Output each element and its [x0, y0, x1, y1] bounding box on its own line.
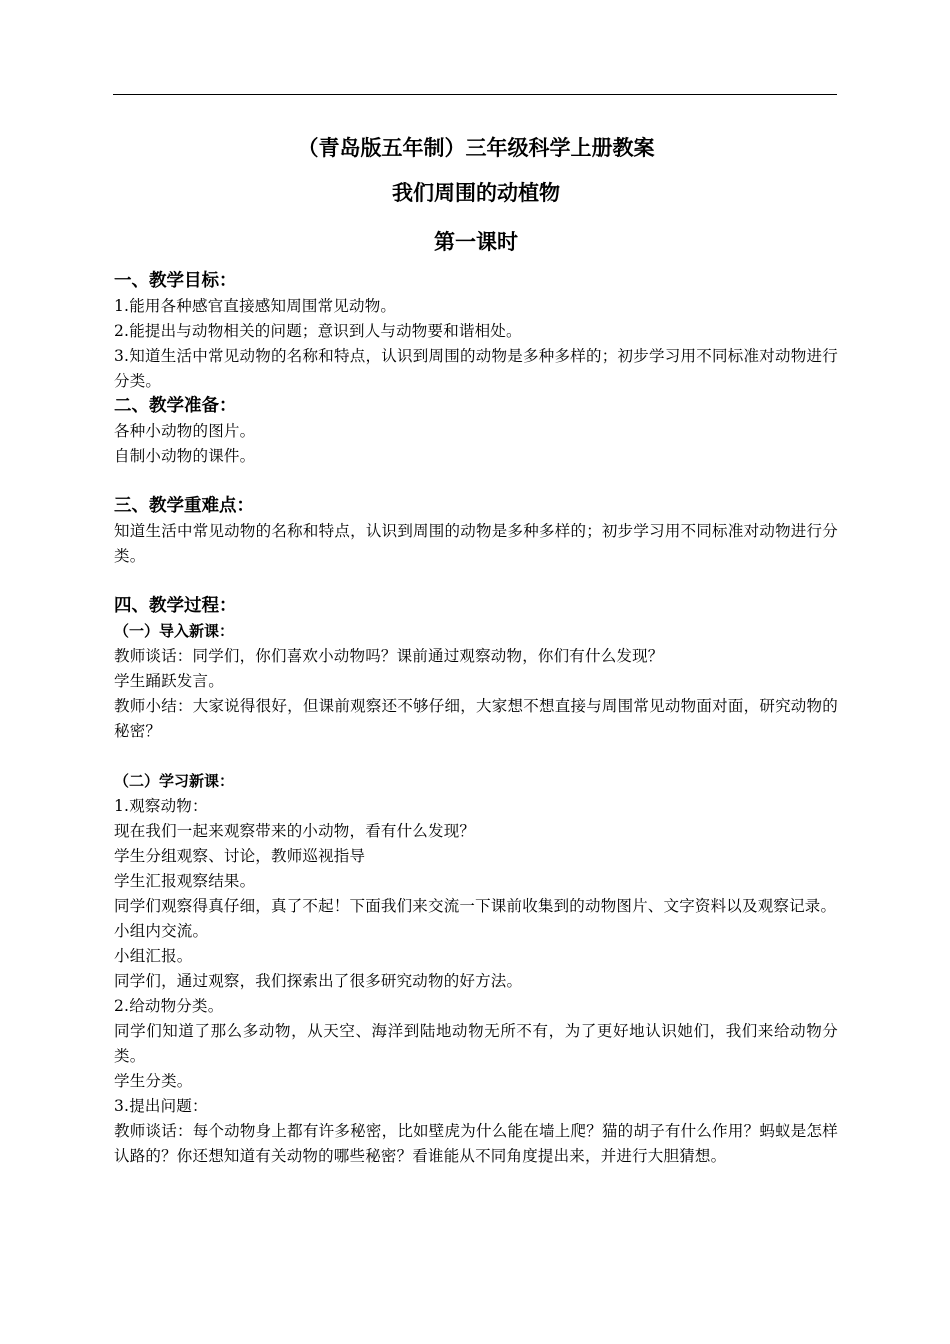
lesson-line: 同学们观察得真仔细，真了不起！下面我们来交流一下课前收集到的动物图片、文字资料以及观察记录。 — [114, 897, 837, 915]
sub-heading-intro: （一）导入新课： — [114, 622, 235, 640]
goal-item: 2.能提出与动物相关的问题；意识到人与动物要和谐相处。 — [114, 322, 522, 340]
preparation-item: 自制小动物的课件。 — [114, 447, 256, 465]
lesson-line: 学生分组观察、讨论，教师巡视指导 — [114, 847, 366, 865]
intro-line: 学生踊跃发言。 — [114, 672, 224, 690]
lesson-line: 1.观察动物： — [114, 797, 208, 815]
lesson-line: 2.给动物分类。 — [114, 997, 224, 1015]
key-points-text: 知道生活中常见动物的名称和特点，认识到周围的动物是多种多样的；初步学习用不同标准对动物进行分类。 — [114, 522, 838, 565]
header-rule — [113, 94, 837, 95]
goal-item: 1.能用各种感官直接感知周围常见动物。 — [114, 297, 397, 315]
lesson-line: 小组内交流。 — [114, 922, 209, 940]
intro-line: 教师小结：大家说得很好，但课前观察还不够仔细，大家想不想直接与周围常见动物面对面，研究动物的秘密？ — [114, 697, 838, 740]
blank-line — [114, 744, 838, 769]
section-heading-process: 四、教学过程： — [114, 596, 237, 616]
lesson-line: 教师谈话：每个动物身上都有许多秘密，比如壁虎为什么能在墙上爬？猫的胡子有什么作用？蚂蚁是怎样认路的？你还想知道有关动物的哪些秘密？看谁能从不同角度提出来，并进行大胆猜想。 — [114, 1122, 838, 1165]
section-heading-key-points: 三、教学重难点： — [114, 496, 254, 516]
blank-line — [114, 569, 838, 594]
goal-item: 3.知道生活中常见动物的名称和特点，认识到周围的动物是多种多样的；初步学习用不同标准对动物进行分类。 — [114, 347, 838, 390]
lesson-line: 学生分类。 — [114, 1072, 193, 1090]
document-subtitle: 我们周围的动植物 — [392, 181, 560, 205]
document-title: （青岛版五年制）三年级科学上册教案 — [297, 136, 655, 160]
preparation-item: 各种小动物的图片。 — [114, 422, 256, 440]
section-heading-goals: 一、教学目标： — [114, 271, 237, 291]
lesson-title: 第一课时 — [434, 230, 518, 254]
sub-heading-new-lesson: （二）学习新课： — [114, 772, 235, 790]
section-heading-preparation: 二、教学准备： — [114, 396, 237, 416]
lesson-line: 学生汇报观察结果。 — [114, 872, 256, 890]
document-body — [114, 128, 838, 1169]
intro-line: 教师谈话：同学们，你们喜欢小动物吗？课前通过观察动物，你们有什么发现？ — [114, 647, 664, 665]
lesson-line: 小组汇报。 — [114, 947, 193, 965]
lesson-line: 现在我们一起来观察带来的小动物，看有什么发现？ — [114, 822, 476, 840]
lesson-line: 同学们知道了那么多动物，从天空、海洋到陆地动物无所不有，为了更好地认识她们，我们来给动物分类。 — [114, 1022, 838, 1065]
blank-line — [114, 469, 838, 494]
lesson-line: 同学们，通过观察，我们探索出了很多研究动物的好方法。 — [114, 972, 523, 990]
lesson-line: 3.提出问题： — [114, 1097, 208, 1115]
